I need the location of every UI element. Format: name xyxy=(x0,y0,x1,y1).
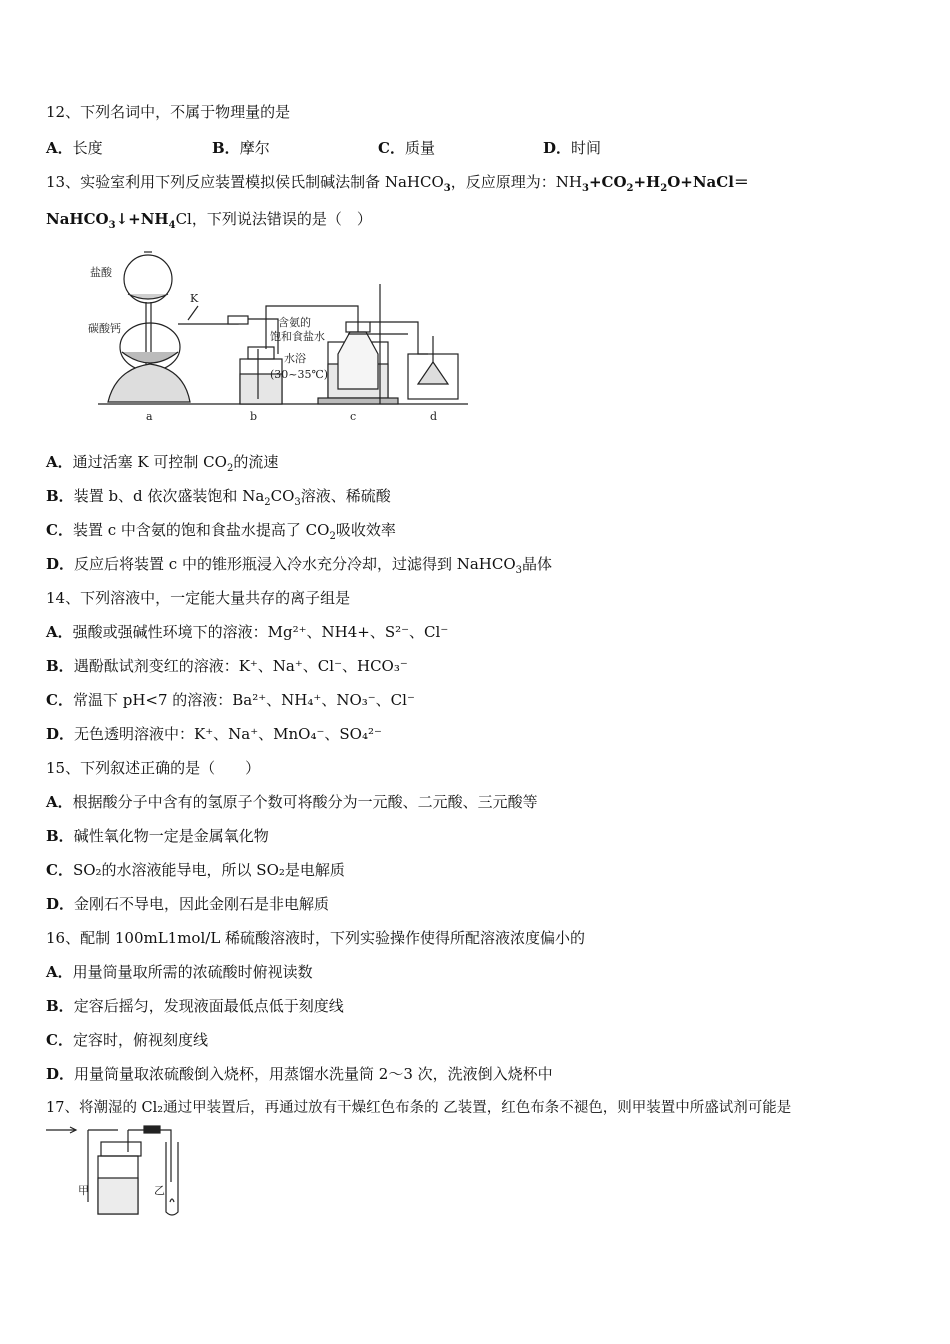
label-bath-2: (30~35℃) xyxy=(270,368,329,381)
q13-stem-line2: $NaHCO_3↓+NH_4Cl$，下列说法错误的是（ ） xyxy=(46,210,372,231)
q13-option-a: A．通过活塞 K 可控制 $CO_2$的流速 xyxy=(46,453,279,474)
label-bath-1: 水浴 xyxy=(284,352,306,365)
q13-option-b: B．装置 b、d 依次盛装饱和 $Na_2CO_3$溶液、稀硫酸 xyxy=(46,487,391,508)
q14-option-d: D．无色透明溶液中：K⁺、Na⁺、MnO₄⁻、SO₄²⁻ xyxy=(46,725,382,743)
q17-apparatus-figure xyxy=(46,1122,196,1222)
q14-option-b: B．遇酚酞试剂变红的溶液：K⁺、Na⁺、Cl⁻、HCO₃⁻ xyxy=(46,657,408,675)
label-brine-2: 饱和食盐水 xyxy=(270,330,325,343)
label-brine-1: 含氨的 xyxy=(278,316,311,329)
q15-option-a: A．根据酸分子中含有的氢原子个数可将酸分为一元酸、二元酸、三元酸等 xyxy=(46,793,538,811)
q12-option-b: B．摩尔 xyxy=(212,139,270,157)
q15-stem: 15、下列叙述正确的是（ ） xyxy=(46,759,261,777)
label-k: K xyxy=(190,292,199,305)
q15-option-d: D．金刚石不导电，因此金刚石是非电解质 xyxy=(46,895,330,913)
q12-options xyxy=(46,138,746,158)
label-hcl: 盐酸 xyxy=(90,266,112,279)
q15-option-b: B．碱性氧化物一定是金属氧化物 xyxy=(46,827,269,845)
q13-option-c: C．装置 c 中含氨的饱和食盐水提高了 $CO_2$吸收效率 xyxy=(46,521,396,542)
q12-option-d: D．时间 xyxy=(543,139,602,157)
q14-option-a: A．强酸或强碱性环境下的溶液：Mg²⁺、NH4+、S²⁻、Cl⁻ xyxy=(46,623,449,641)
q13-stem: 13、实验室利用下列反应装置模拟侯氏制碱法制备 NaHCO$_3$，反应原理为：$NH_3+CO_2+H_2O+NaCl=$ xyxy=(46,173,749,194)
q17-stem: 17、将潮湿的 Cl₂通过甲装置后，再通过放有干燥红色布条的 乙装置，红色布条不褪色，则甲装置中所盛试剂可能是 xyxy=(46,1100,792,1116)
q14-stem: 14、下列溶液中，一定能大量共存的离子组是 xyxy=(46,589,351,607)
q12-stem: 12、下列名词中，不属于物理量的是 xyxy=(46,103,291,121)
q14-option-c: C．常温下 pH<7 的溶液：Ba²⁺、NH₄⁺、NO₃⁻、Cl⁻ xyxy=(46,691,415,709)
label-d: d xyxy=(430,410,438,423)
label-caco3: 碳酸钙 xyxy=(88,322,121,335)
label-yi: 乙 xyxy=(154,1184,165,1197)
label-c: c xyxy=(350,410,357,423)
q12-option-c: C．质量 xyxy=(378,139,435,157)
label-b: b xyxy=(250,410,258,423)
q16-option-d: D．用量筒量取浓硫酸倒入烧杯，用蒸馏水洗量筒 2～3 次，洗液倒入烧杯中 xyxy=(46,1065,553,1083)
q13-option-d: D．反应后将装置 c 中的锥形瓶浸入冷水充分冷却，过滤得到 NaHCO$_3$晶体 xyxy=(46,555,553,576)
q13-apparatus-figure xyxy=(88,244,468,424)
q15-option-c: C．SO₂的水溶液能导电，所以 SO₂是电解质 xyxy=(46,861,345,879)
q16-stem: 16、配制 100mL1mol/L 稀硫酸溶液时，下列实验操作使得所配溶液浓度偏小的 xyxy=(46,929,586,947)
q16-option-b: B．定容后摇匀，发现液面最低点低于刻度线 xyxy=(46,997,344,1015)
label-a: a xyxy=(146,410,153,423)
q16-option-c: C．定容时，俯视刻度线 xyxy=(46,1031,208,1049)
label-jia: 甲 xyxy=(78,1184,89,1197)
q16-option-a: A．用量筒量取所需的浓硫酸时俯视读数 xyxy=(46,963,313,981)
q12-option-a: A．长度 xyxy=(46,139,103,157)
